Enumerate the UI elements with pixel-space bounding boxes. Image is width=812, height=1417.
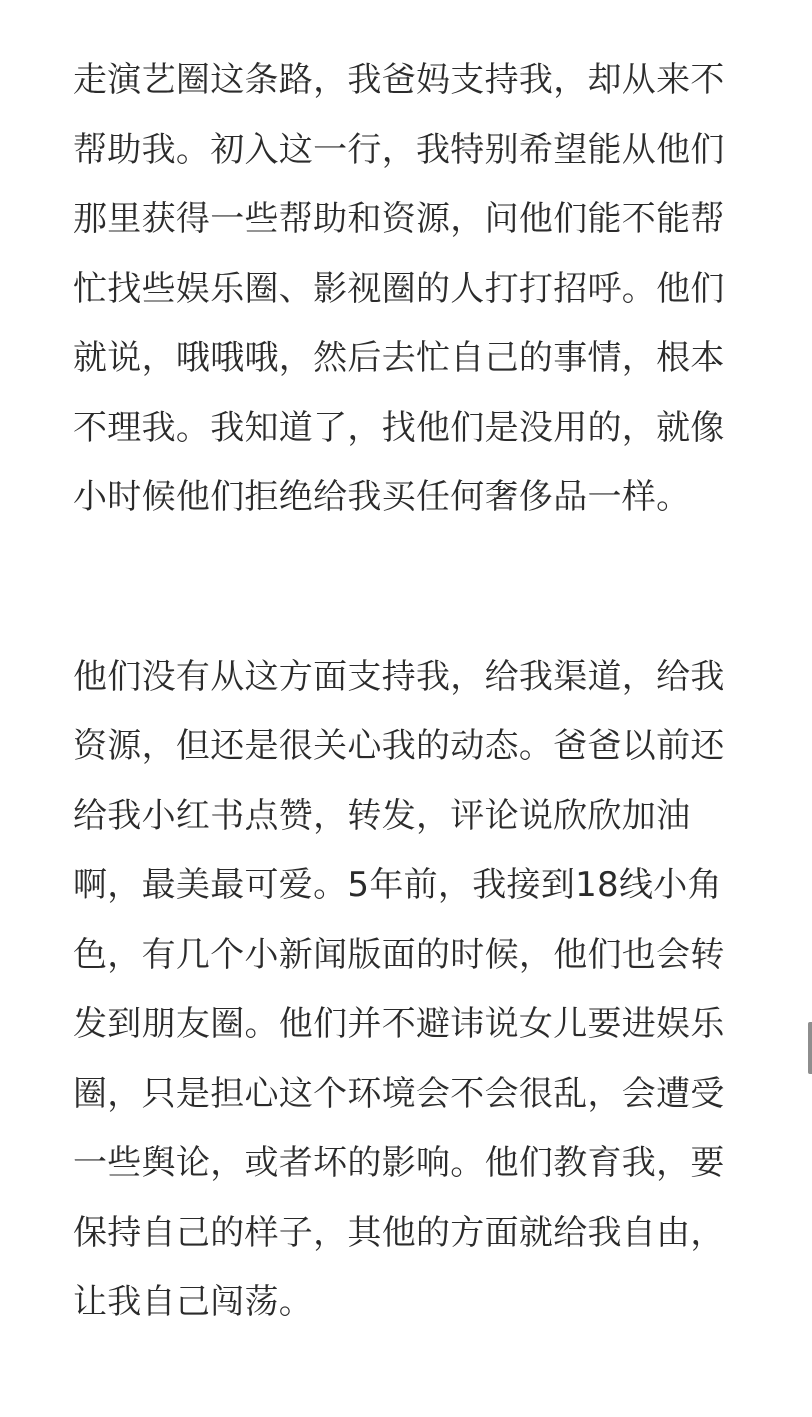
paragraph-1 xyxy=(73,56,753,543)
text-line xyxy=(73,1348,753,1417)
text-line: 忙找些娱乐圈、影视圈的人打打招呼。他们 xyxy=(73,265,753,335)
text-line: 给我小红书点赞，转发，评论说欣欣加油 xyxy=(73,792,753,862)
paragraph-spacer xyxy=(73,543,753,653)
text-line: 资源，但还是很关心我的动态。爸爸以前还 xyxy=(73,722,753,792)
text-line: 走演艺圈这条路，我爸妈支持我，却从来不 xyxy=(73,56,753,126)
text-line: 让我自己闯荡。 xyxy=(73,1278,753,1348)
text-line: 不理我。我知道了，找他们是没用的，就像 xyxy=(73,404,753,474)
text-line: 帮助我。初入这一行，我特别希望能从他们 xyxy=(73,126,753,196)
text-line: 色，有几个小新闻版面的时候，他们也会转 xyxy=(73,931,753,1001)
text-line: 他们没有从这方面支持我，给我渠道，给我 xyxy=(73,653,753,723)
text-line: 一些舆论，或者坏的影响。他们教育我，要 xyxy=(73,1139,753,1209)
paragraph-2 xyxy=(73,653,753,1417)
text-line: 小时候他们拒绝给我买任何奢侈品一样。 xyxy=(73,473,753,543)
article-body xyxy=(73,56,753,1417)
text-line: 啊，最美最可爱。5年前，我接到18线小角 xyxy=(73,861,753,931)
text-line: 圈，只是担心这个环境会不会很乱，会遭受 xyxy=(73,1070,753,1140)
text-line: 就说，哦哦哦，然后去忙自己的事情，根本 xyxy=(73,334,753,404)
text-line: 发到朋友圈。他们并不避讳说女儿要进娱乐 xyxy=(73,1000,753,1070)
scrollbar-thumb[interactable] xyxy=(808,1022,812,1074)
text-line: 保持自己的样子，其他的方面就给我自由， xyxy=(73,1209,753,1279)
text-line: 那里获得一些帮助和资源，问他们能不能帮 xyxy=(73,195,753,265)
